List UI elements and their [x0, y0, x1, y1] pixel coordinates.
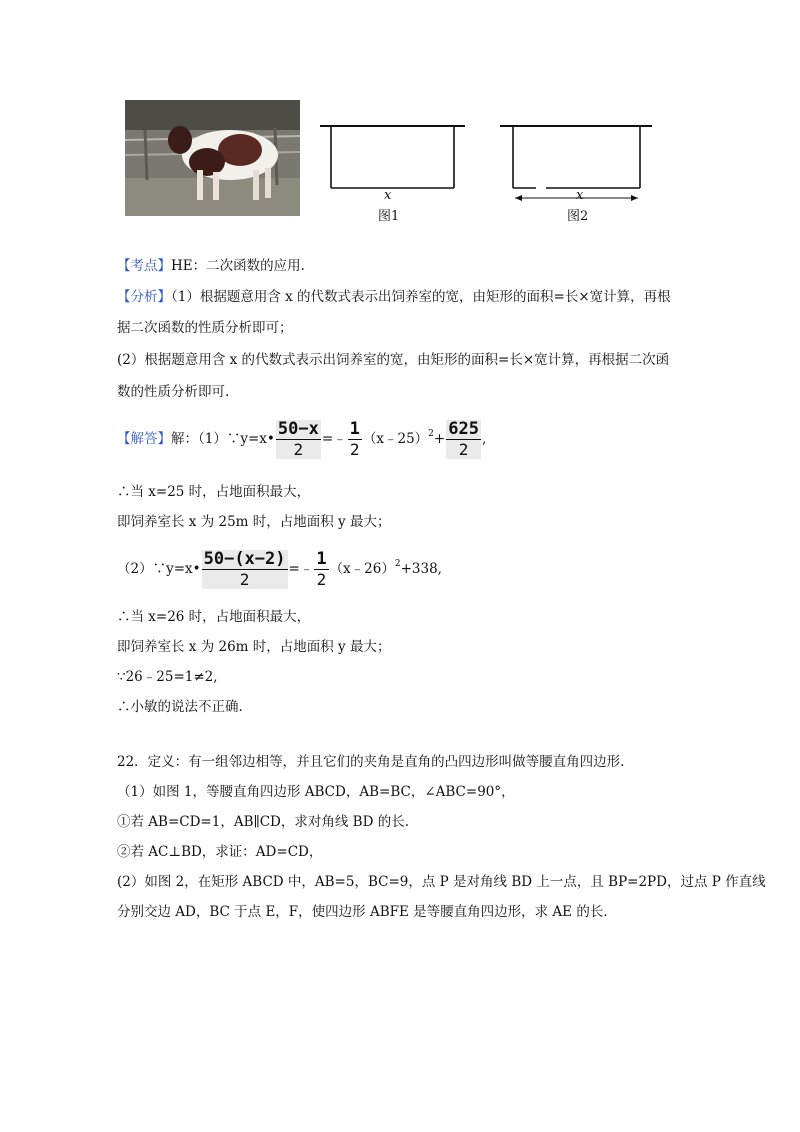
fenxi-line-3: (2）根据题意用含 x 的代数式表示出饲养室的宽，由矩形的面积=长×宽计算，再根据二次函: [117, 352, 670, 368]
jieda-part2-intro: （2）∵y=x•: [117, 561, 201, 577]
fenxi-tag: 【分析】: [117, 289, 171, 305]
jieda-line-5: 即饲养室长 x 为 26m 时，占地面积 y 最大；: [117, 639, 391, 655]
fraction-1-over-2: [348, 420, 362, 459]
q22-line-4: ②若 AC⊥BD，求证：AD=CD，: [117, 844, 323, 860]
plus: +: [433, 431, 446, 447]
figure-1-x-label: x: [384, 188, 392, 203]
paren-term: （x﹣26）: [329, 561, 395, 577]
exponent: 2: [394, 559, 401, 569]
jieda-line-2: ∴当 x=25 时，占地面积最大，: [117, 484, 311, 500]
kaodian-line: [117, 254, 305, 274]
kaodian-text: HE：二次函数的应用.: [171, 258, 305, 274]
equals-minus: =﹣: [288, 561, 314, 577]
fraction-numerator: 1: [316, 549, 327, 569]
figure-2-caption: 图2: [567, 209, 589, 224]
fraction-denominator: 2: [316, 570, 327, 589]
q22-line-1: 22．定义：有一组邻边相等，并且它们的夹角是直角的凸四边形叫做等腰直角四边形.: [117, 754, 625, 770]
fraction-numerator: 50−(x−2): [203, 549, 286, 569]
exponent: 2: [428, 429, 434, 439]
fraction-denominator: 2: [239, 570, 250, 589]
cow-photo: [125, 100, 300, 216]
fenxi-line-4: 数的性质分析即可.: [117, 384, 230, 400]
fraction-denominator: 2: [349, 440, 360, 459]
fraction-625-over-2: [446, 420, 481, 459]
jieda-tag: 【解答】: [117, 431, 171, 447]
jieda-line-6: ∵26﹣25=1≠2,: [117, 669, 218, 685]
jieda-intro: 解：（1）∵y=x•: [171, 431, 275, 447]
fenxi-line-1: [117, 285, 671, 305]
equals-minus: =﹣: [321, 431, 347, 447]
q22-line-5: (2）如图 2，在矩形 ABCD 中，AB=5，BC=9，点 P 是对角线 BD 上一点，且 BP=2PD，过点 P 作直线: [117, 874, 766, 890]
fenxi-text-1: （1）根据题意用含 x 的代数式表示出饲养室的宽，由矩形的面积=长×宽计算，再根: [171, 289, 671, 305]
figure-2-x-label: x: [576, 188, 584, 203]
fraction-denominator: 2: [293, 440, 304, 459]
fraction-numerator: 625: [448, 419, 479, 439]
jieda-part2-line: [117, 550, 442, 589]
paren-term: （x﹣25）: [362, 431, 429, 447]
fenxi-line-2: 据二次函数的性质分析即可；: [117, 320, 293, 336]
q22-line-3: ①若 AB=CD=1，AB∥CD，求对角线 BD 的长.: [117, 814, 410, 830]
q22-line-2: （1）如图 1，等腰直角四边形 ABCD，AB=BC，∠ABC=90°，: [117, 784, 515, 800]
jieda-line-1: [117, 420, 486, 459]
fraction-denominator: 2: [458, 440, 469, 459]
tail: +338,: [400, 561, 442, 577]
fraction-50-minus-x-over-2: [276, 420, 321, 459]
comma: ,: [481, 431, 487, 447]
q22-line-6: 分别交边 AD，BC 于点 E，F，使四边形 ABFE 是等腰直角四边形，求 AE 的长.: [117, 904, 608, 920]
fraction-1-over-2: [314, 550, 328, 589]
jieda-line-7: ∴小敏的说法不正确.: [117, 699, 243, 715]
fraction-numerator: 1: [349, 419, 360, 439]
jieda-line-4: ∴当 x=26 时，占地面积最大，: [117, 609, 311, 625]
kaodian-tag: 【考点】: [117, 258, 171, 274]
figure-1-caption: 图1: [378, 209, 400, 224]
fraction-50-minus-x-minus-2-over-2: [202, 550, 288, 589]
jieda-line-3: 即饲养室长 x 为 25m 时，占地面积 y 最大；: [117, 514, 391, 530]
fraction-numerator: 50−x: [277, 419, 319, 439]
